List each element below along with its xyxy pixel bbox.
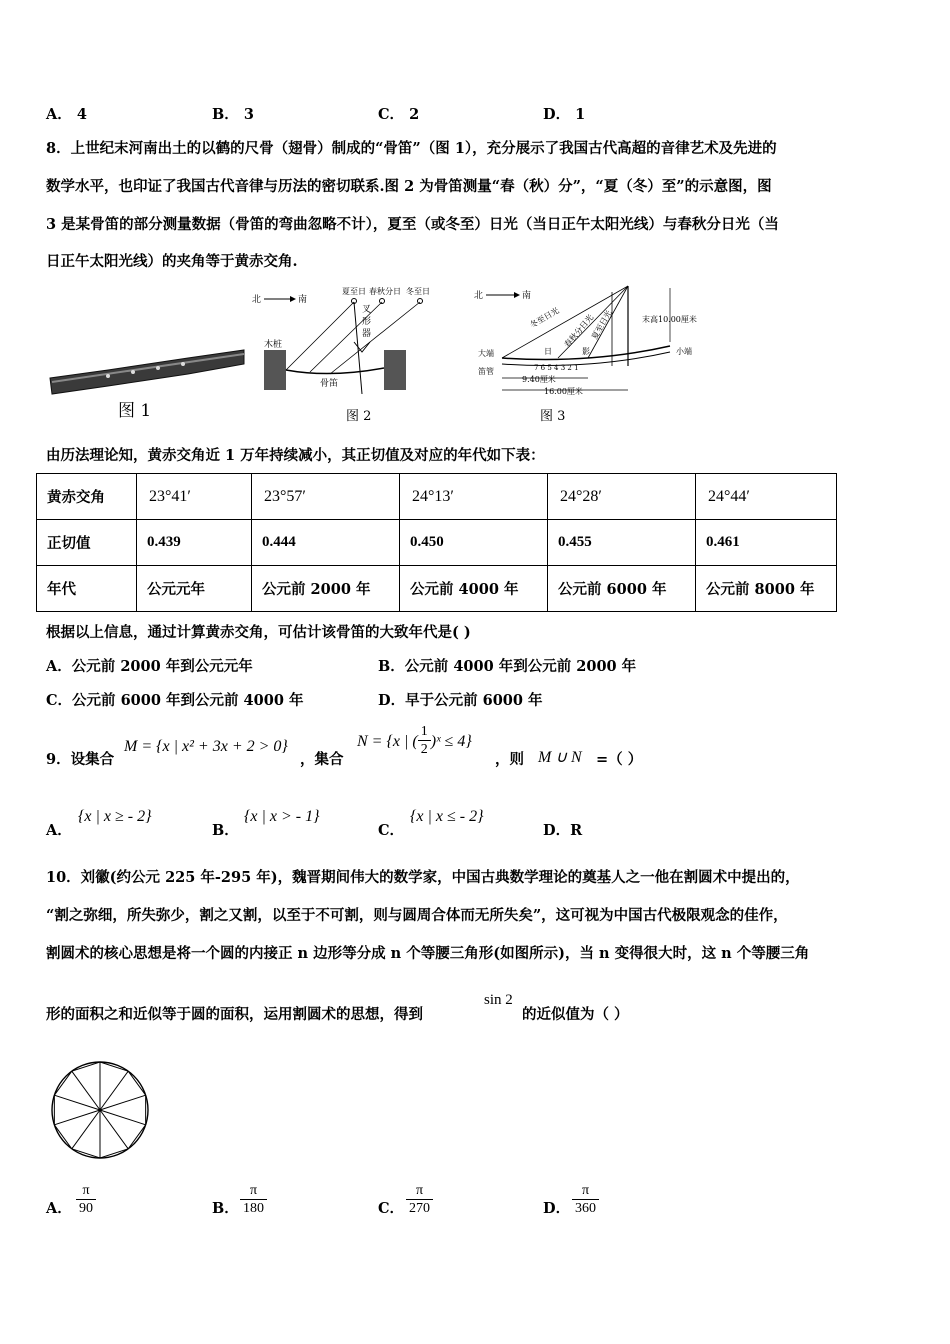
q7-option-b[interactable]: B． 3 (212, 106, 254, 123)
polygon-spoke (54, 1095, 100, 1110)
table-cell: 24°44′ (696, 474, 837, 520)
svg-text:春秋分日光: 春秋分日光 (562, 312, 596, 350)
table-cell: 公元前 2000 年 (252, 566, 400, 612)
q8-option-b[interactable]: B．公元前 4000 年到公元前 2000 年 (378, 658, 637, 675)
table-cell: 0.450 (400, 520, 548, 566)
q7-option-d[interactable]: D． 1 (543, 106, 586, 123)
svg-text:末高10.00厘米: 末高10.00厘米 (642, 315, 697, 324)
table-cell: 24°13′ (400, 474, 548, 520)
polygon-spoke (100, 1110, 128, 1149)
q9-mid: ，集合 (300, 751, 344, 768)
svg-text:叉: 叉 (362, 305, 372, 315)
polygon-spoke (72, 1071, 100, 1110)
svg-text:器: 器 (362, 329, 372, 339)
table-header-angle: 黄赤交角 (37, 474, 137, 520)
polygon-spoke (72, 1110, 100, 1149)
q8-option-c[interactable]: C．公元前 6000 年到公元前 4000 年 (46, 692, 304, 709)
svg-text:大端: 大端 (478, 349, 494, 358)
table-row-angle (37, 474, 837, 520)
q7-option-a[interactable]: A． 4 (46, 106, 87, 123)
q9-option-d[interactable]: D．R (543, 822, 583, 839)
table-cell: 0.461 (696, 520, 837, 566)
q10-sin2: sin 2 (484, 992, 513, 1008)
svg-text:笛管: 笛管 (478, 367, 494, 376)
table-cell: 0.439 (137, 520, 252, 566)
q9-option-c[interactable]: {x | x ≤ - 2} (410, 808, 484, 825)
q8-line-2: 数学水平，也印证了我国古代音律与历法的密切联系.图 2 为骨笛测量“春（秋）分”，“夏（冬）至”的示意图，图 (46, 178, 772, 195)
table-cell: 0.455 (548, 520, 696, 566)
q9-set-m: M = {x | x² + 3x + 2 > 0} (124, 738, 288, 755)
svg-text:夏至日光: 夏至日光 (589, 308, 614, 341)
svg-text:骨笛: 骨笛 (320, 379, 339, 389)
q8-option-d[interactable]: D．早于公元前 6000 年 (378, 692, 543, 709)
svg-text:木桩: 木桩 (264, 340, 283, 350)
table-cell: 23°41′ (137, 474, 252, 520)
table-cell: 0.444 (252, 520, 400, 566)
polygon-spoke (100, 1071, 128, 1110)
q10-line-3: 割圆术的核心思想是将一个圆的内接正 n 边形等分成 n 个等腰三角形(如图所示)，当 n 变得很大时，这 n 个等腰三角 (46, 945, 810, 962)
q9-option-a-letter[interactable]: A． (46, 822, 72, 839)
table-cell: 公元前 6000 年 (548, 566, 696, 612)
q8-line-3: 3 是某骨笛的部分测量数据（骨笛的弯曲忽略不计），夏至（或冬至）日光（当日正午太阳光线）与春秋分日光（当 (46, 216, 779, 233)
table-cell: 公元元年 (137, 566, 252, 612)
svg-text:冬至日光: 冬至日光 (528, 305, 561, 330)
svg-text:南: 南 (298, 295, 308, 305)
svg-text:形: 形 (362, 317, 372, 327)
svg-text:冬至日: 冬至日 (406, 287, 430, 296)
q10-option-d-letter[interactable]: D． (543, 1200, 571, 1217)
table-intro: 由历法理论知，黄赤交角近 1 万年持续减小，其正切值及对应的年代如下表： (46, 447, 545, 464)
table-cell: 24°28′ (548, 474, 696, 520)
q9-set-n: N = {x | ( $\frac{1}{2}$ )ˣ ≤ 4} (357, 724, 472, 757)
figure-1-bone-flute (48, 336, 248, 426)
svg-text:小端: 小端 (676, 347, 692, 356)
figure-1-caption: 图 1 (118, 401, 152, 421)
q9-option-c-letter[interactable]: C． (378, 822, 405, 839)
q10-line-4-post: 的近似值为（ ） (522, 1006, 629, 1023)
table-cell: 公元前 4000 年 (400, 566, 548, 612)
svg-text:影: 影 (582, 347, 590, 356)
table-cell: 公元前 8000 年 (696, 566, 837, 612)
q9-prefix: 9．设集合 (46, 751, 115, 768)
svg-text:北: 北 (474, 291, 484, 301)
q9-suffix: ，则 (495, 751, 524, 768)
q8-option-a[interactable]: A．公元前 2000 年到公元元年 (46, 658, 253, 675)
polygon-spoke (100, 1110, 146, 1125)
table-header-tangent: 正切值 (37, 520, 137, 566)
table-cell: 23°57′ (252, 474, 400, 520)
svg-text:北: 北 (252, 295, 262, 305)
polygon-spoke (100, 1095, 146, 1110)
q8-question: 根据以上信息，通过计算黄赤交角，可估计该骨笛的大致年代是( ) (46, 624, 471, 641)
svg-text:9.40厘米: 9.40厘米 (522, 375, 556, 384)
svg-text:7 6 5 4 3 2 1: 7 6 5 4 3 2 1 (534, 364, 579, 372)
q7-option-c[interactable]: C． 2 (378, 106, 420, 123)
svg-text:16.00厘米: 16.00厘米 (544, 387, 583, 396)
q10-line-4-pre: 形的面积之和近似等于圆的面积，运用割圆术的思想，得到 (46, 1006, 423, 1023)
figure-2-diagram (250, 282, 450, 424)
q10-option-c-letter[interactable]: C． (378, 1200, 405, 1217)
q8-line-1: 8．上世纪末河南出土的以鹤的尺骨（翅骨）制成的“骨笛”（图 1），充分展示了我国古代高超的音律艺术及先进的 (46, 140, 777, 157)
q8-line-4: 日正午太阳光线）的夹角等于黄赤交角. (46, 253, 298, 270)
q9-union: M ∪ N (538, 749, 582, 766)
q10-option-c[interactable]: $\frac{\pi}{270}$ (406, 1183, 433, 1218)
inscribed-polygon-figure (48, 1058, 152, 1162)
q9-option-a[interactable]: {x | x ≥ - 2} (78, 808, 152, 825)
svg-text:春秋分日: 春秋分日 (369, 287, 401, 296)
q10-option-a-letter[interactable]: A． (46, 1200, 72, 1217)
figure-3-diagram (470, 282, 720, 424)
svg-text:南: 南 (522, 291, 532, 301)
q9-end: =（ ） (596, 751, 643, 768)
q9-option-b[interactable]: {x | x > - 1} (244, 808, 320, 825)
polygon-spoke (54, 1110, 100, 1125)
svg-text:日: 日 (544, 347, 552, 356)
figure-3-caption: 图 3 (540, 409, 566, 424)
obliquity-table (36, 473, 837, 612)
q10-option-b-letter[interactable]: B． (212, 1200, 239, 1217)
figure-2-caption: 图 2 (346, 409, 372, 424)
q9-option-b-letter[interactable]: B． (212, 822, 239, 839)
table-header-era: 年代 (37, 566, 137, 612)
table-row-tangent (37, 520, 837, 566)
table-row-era (37, 566, 837, 612)
q10-option-b[interactable]: $\frac{\pi}{180}$ (240, 1183, 267, 1218)
q10-option-a[interactable]: $\frac{\pi}{90}$ (76, 1183, 96, 1218)
q10-line-2: “割之弥细，所失弥少，割之又割，以至于不可割，则与圆周合体而无所失矣”，这可视为中国古代极限观念的佳作， (46, 907, 788, 924)
q10-option-d[interactable]: $\frac{\pi}{360}$ (572, 1183, 599, 1218)
svg-text:夏至日: 夏至日 (342, 287, 366, 296)
q10-line-1: 10．刘徽(约公元 225 年-295 年)，魏晋期间伟大的数学家，中国古典数学理论的奠基人之一他在割圆术中提出的， (46, 869, 800, 886)
